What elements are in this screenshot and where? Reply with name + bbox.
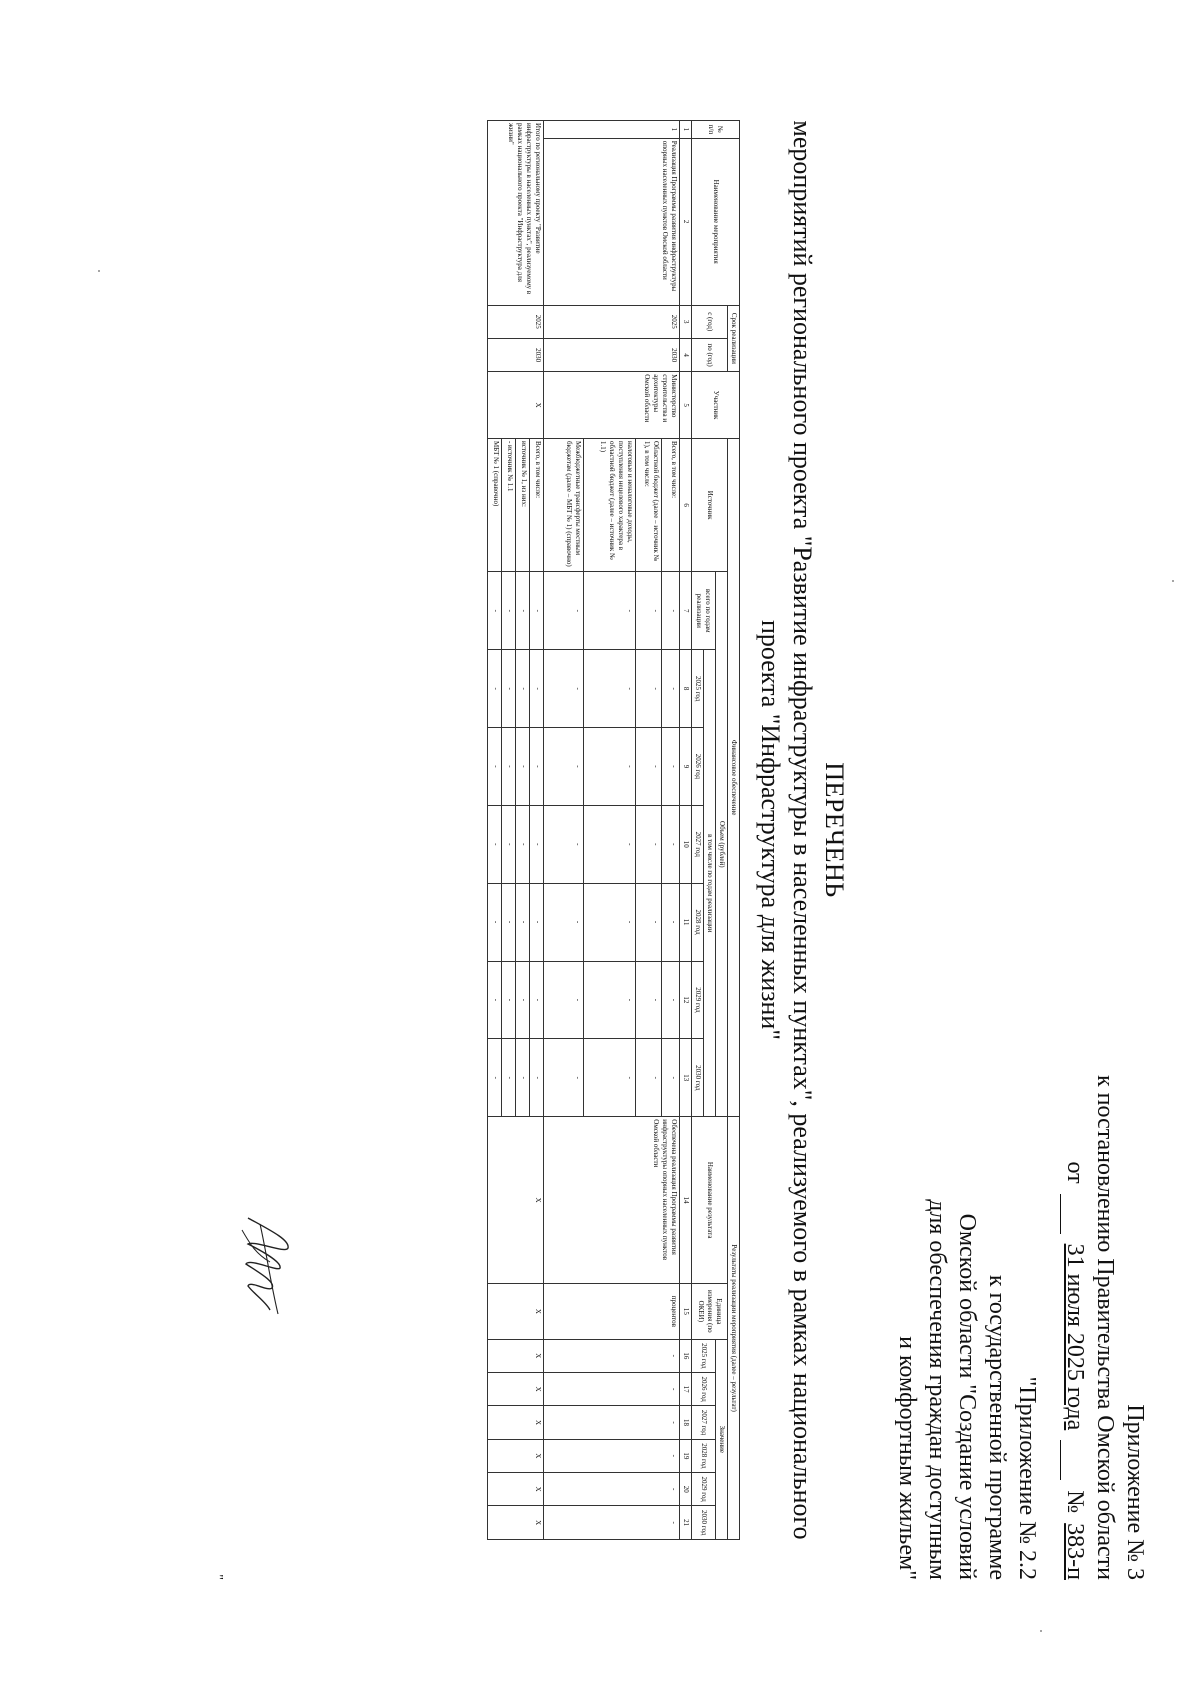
title-main: ПЕРЕЧЕНЬ (820, 762, 849, 898)
resolution-number: 383-п (1062, 1523, 1088, 1580)
table-row: Межбюджетные трансферты местным бюджетам (далее – МБТ № 1) (справочно) - - - - - - - (544, 121, 584, 1540)
table-row: - источник № 1.1 - - - - - - - (502, 121, 516, 1540)
table-row: источник № 1, из них: - - - - - - - (516, 121, 530, 1540)
appendix-number: Приложение № 3 (1122, 1404, 1148, 1580)
appendix-resolution: к постановлению Правительства Омской области (1092, 1074, 1118, 1580)
closing-quote: " (210, 1574, 225, 1580)
scan-speck (1172, 580, 1174, 582)
title-sub-1: мероприятий регионального проекта "Развитие инфраструктуры в населенных пунктах", реализуемого в рамках национального (788, 120, 817, 1540)
landscape-sheet (160, 60, 1160, 1600)
signature-icon (230, 1210, 300, 1320)
title-sub-2: проекта "Инфраструктура для жизни" (756, 620, 785, 1040)
table-row: Областной бюджет (далее – источник № 1), в том числе: - - - - - - - (636, 121, 662, 1540)
table-row: 1 Реализация Программы развития инфраструктуры опорных населенных пунктов Омской области 2025 2030 Министерство строительства и архитектуры Омской области Всего, в том числе: - - - - - - - Обеспечена реализация Программы развития инфраструктуры опорных населенных пунктов Омской области процентов - - - - - - (662, 121, 680, 1540)
column-numbers-row: 1 2 3 4 5 6 7 8 9 10 11 12 13 14 15 16 17 18 19 20 21 (680, 121, 692, 1540)
table-row: Итого по региональному проекту "Развитие инфраструктуры в населенных пунктах", реализуемому в рамках национального проекта "Инфраструктура для жизни" 2025 2030 Х Всего, в том числе: - - - - - - - Х Х Х Х Х Х Х Х (530, 121, 544, 1540)
resolution-date: 31 июля 2025 года (1062, 1243, 1088, 1431)
measures-table-wrap (487, 120, 740, 1540)
program-header: "Приложение № 2.2 к государственной программе Омской области "Создание условий для обеспечения граждан доступным и комфортным жильем" (894, 1199, 1040, 1580)
table-row: МБТ № 1 (справочно) - - - - - - - (488, 121, 502, 1540)
document-title (754, 60, 850, 1600)
scan-speck (1040, 1630, 1042, 1632)
appendix-date-row: от 31 июля 2025 года № 383-п (1062, 1161, 1088, 1580)
table-row: налоговые и неналоговые доходы, поступления нецелевого характера в областной бюджет (далее – источник № 1.1) - - - - - - - (584, 121, 636, 1540)
scan-speck (98, 270, 100, 272)
measures-table: № п/п Наименование мероприятия Срок реализации Участник Финансовое обеспечение Результаты реализации мероприятия (далее – результат) с (год) по (год) Источник Объем (рублей) Наименование результата Единица измерения (по ОКЕИ) Значение всего по годам реализации в том числе по годам реализации 2025 год 2026 год 2027 год 2028 год 2029 год 2030 год 2025 год 2026 год 2027 год 2028 год 2029 год 2030 год 1 2 3 4 5 6 7 8 9 10 11 12 13 14 15 16 17 18 19 20 21 1 Реализация Программы развития инфраструктуры опорных населенных пунктов Омской области 2025 2030 Министерство строительства и архитектуры Омской области Всего, в том числе: - - - - - - - Обеспечена реализация Программы развития инфраструктуры опорных населенных пунктов Омской области процентов - - - - - - Областной бюджет (далее – источник № 1), в том числе: - - - - - - - налоговые и неналоговые доходы, поступления нецелевого характера в областной бюджет (далее – источник № 1.1) - - - - - - - Межбюджетные трансферты местным бюджетам (далее – МБТ № 1) (справочно) - - - - - - - Итого по региональному проекту "Развитие инфраструктуры в населенных пунктах", реализуемому в рамках национального проекта "Инфраструктура для жизни" 2025 2030 Х Всего, в том числе: - - - - - - - Х Х Х Х Х Х Х Х источник № 1, из них: - - - - - - - - источник № 1.1 - - - - - - - МБТ № 1 (справочно) - - - - - - - (487, 120, 740, 1540)
appendix-header (1060, 860, 1150, 1580)
